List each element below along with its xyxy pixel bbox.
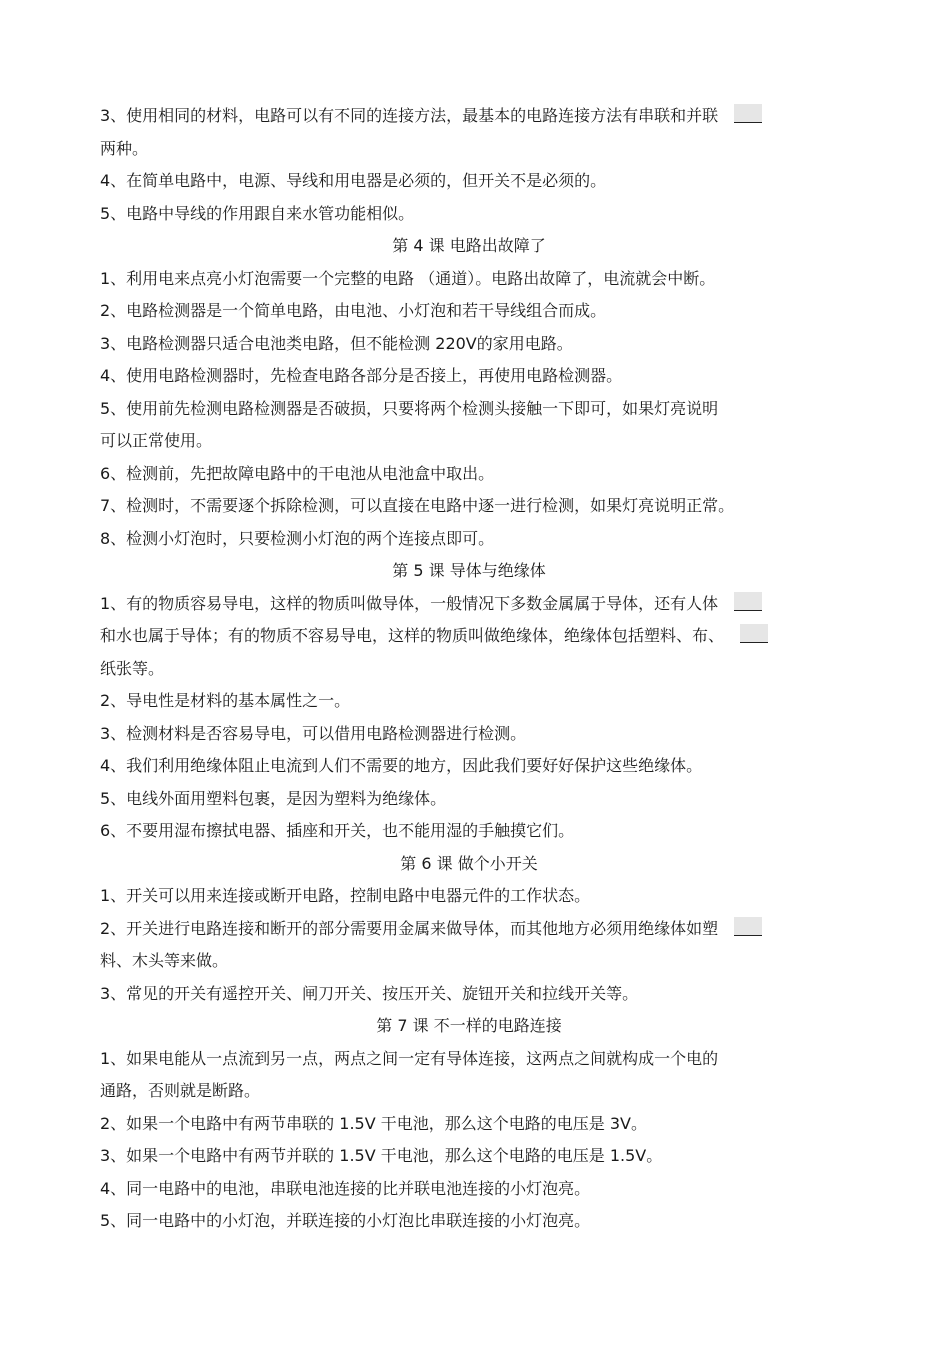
- text-line: [100, 783, 838, 816]
- line-text: 4、同一电路中的电池，串联电池连接的比并联电池连接的小灯泡亮。: [100, 1178, 591, 1198]
- line-text: 3、如果一个电路中有两节并联的 1.5V 干电池，那么这个电路的电压是 1.5V。: [100, 1146, 663, 1165]
- text-line: [100, 718, 838, 751]
- lesson-heading: [100, 848, 838, 881]
- answer-blank: [734, 917, 762, 936]
- line-text: 和水也属于导体；有的物质不容易导电，这样的物质叫做绝缘体，绝缘体包括塑料、布、: [100, 626, 725, 645]
- text-line: [100, 458, 838, 491]
- text-line: [100, 490, 838, 523]
- text-line: [100, 198, 838, 231]
- text-line: [100, 393, 838, 426]
- text-line: [100, 653, 838, 686]
- text-line: [100, 295, 838, 328]
- line-text: 4、使用电路检测器时，先检查电路各部分是否接上，再使用电路检测器。: [100, 366, 623, 385]
- line-text: 3、常见的开关有遥控开关、闸刀开关、按压开关、旋钮开关和拉线开关等。: [100, 983, 639, 1003]
- text-line: [100, 523, 838, 556]
- heading-text: 第 5 课 导体与绝缘体: [392, 561, 546, 580]
- line-text: 1、有的物质容易导电，这样的物质叫做导体，一般情况下多数金属属于导体，还有人体: [100, 593, 719, 613]
- line-text: 3、电路检测器只适合电池类电路，但不能检测 220V的家用电路。: [100, 333, 573, 353]
- line-text: 1、利用电来点亮小灯泡需要一个完整的电路 （通道）。电路出故障了，电流就会中断。: [100, 268, 716, 288]
- answer-blank: [734, 104, 762, 123]
- line-text: 纸张等。: [100, 658, 165, 678]
- text-line: [100, 1140, 838, 1173]
- answer-blank: [734, 592, 762, 611]
- line-text: 通路，否则就是断路。: [100, 1081, 261, 1100]
- line-text: 6、检测前，先把故障电路中的干电池从电池盒中取出。: [100, 463, 495, 483]
- text-line: [100, 685, 838, 718]
- line-text: 3、使用相同的材料，电路可以有不同的连接方法，最基本的电路连接方法有串联和并联: [100, 106, 719, 125]
- text-line: [100, 750, 838, 783]
- line-text: 6、不要用湿布擦拭电器、插座和开关，也不能用湿的手触摸它们。: [100, 821, 575, 840]
- text-line: [100, 978, 838, 1011]
- heading-text: 第 7 课 不一样的电路连接: [376, 1016, 562, 1035]
- line-text: 5、电路中导线的作用跟自来水管功能相似。: [100, 203, 415, 223]
- text-line: [100, 425, 838, 458]
- text-line: [100, 1108, 838, 1141]
- text-line: [100, 1205, 838, 1238]
- line-text: 4、我们利用绝缘体阻止电流到人们不需要的地方，因此我们要好好保护这些绝缘体。: [100, 756, 703, 775]
- text-line: [100, 360, 838, 393]
- text-line: [100, 165, 838, 198]
- line-text: 可以正常使用。: [100, 431, 213, 450]
- text-line: [100, 1173, 838, 1206]
- answer-blank: [740, 624, 768, 643]
- text-line: [100, 913, 838, 946]
- line-text: 2、如果一个电路中有两节串联的 1.5V 干电池，那么这个电路的电压是 3V。: [100, 1113, 647, 1133]
- text-line: [100, 263, 838, 296]
- line-text: 2、导电性是材料的基本属性之一。: [100, 691, 351, 710]
- line-text: 1、开关可以用来连接或断开电路，控制电路中电器元件的工作状态。: [100, 886, 591, 905]
- text-line: [100, 620, 838, 653]
- text-line: [100, 100, 838, 133]
- lesson-heading: [100, 230, 838, 263]
- text-line: [100, 588, 838, 621]
- text-line: [100, 880, 838, 913]
- line-text: 2、电路检测器是一个简单电路，由电池、小灯泡和若干导线组合而成。: [100, 301, 607, 320]
- line-text: 8、检测小灯泡时，只要检测小灯泡的两个连接点即可。: [100, 528, 495, 548]
- line-text: 4、在简单电路中，电源、导线和用电器是必须的，但开关不是必须的。: [100, 171, 607, 190]
- line-text: 3、检测材料是否容易导电，可以借用电路检测器进行检测。: [100, 723, 527, 743]
- text-line: [100, 1043, 838, 1076]
- heading-text: 第 4 课 电路出故障了: [392, 236, 546, 255]
- line-text: 两种。: [100, 138, 149, 158]
- text-line: [100, 815, 838, 848]
- line-text: 料、木头等来做。: [100, 951, 229, 970]
- text-line: [100, 328, 838, 361]
- line-text: 5、使用前先检测电路检测器是否破损，只要将两个检测头接触一下即可，如果灯亮说明: [100, 398, 719, 418]
- text-line: [100, 133, 838, 166]
- text-line: [100, 1075, 838, 1108]
- line-text: 1、如果电能从一点流到另一点，两点之间一定有导体连接，这两点之间就构成一个电的: [100, 1048, 719, 1068]
- document-body: [100, 100, 838, 1238]
- line-text: 5、同一电路中的小灯泡，并联连接的小灯泡比串联连接的小灯泡亮。: [100, 1211, 591, 1230]
- line-text: 5、电线外面用塑料包裹，是因为塑料为绝缘体。: [100, 788, 447, 808]
- lesson-heading: [100, 1010, 838, 1043]
- text-line: [100, 945, 838, 978]
- line-text: 7、检测时，不需要逐个拆除检测，可以直接在电路中逐一进行检测，如果灯亮说明正常。: [100, 496, 735, 515]
- heading-text: 第 6 课 做个小开关: [400, 853, 538, 873]
- lesson-heading: [100, 555, 838, 588]
- line-text: 2、开关进行电路连接和断开的部分需要用金属来做导体，而其他地方必须用绝缘体如塑: [100, 918, 719, 938]
